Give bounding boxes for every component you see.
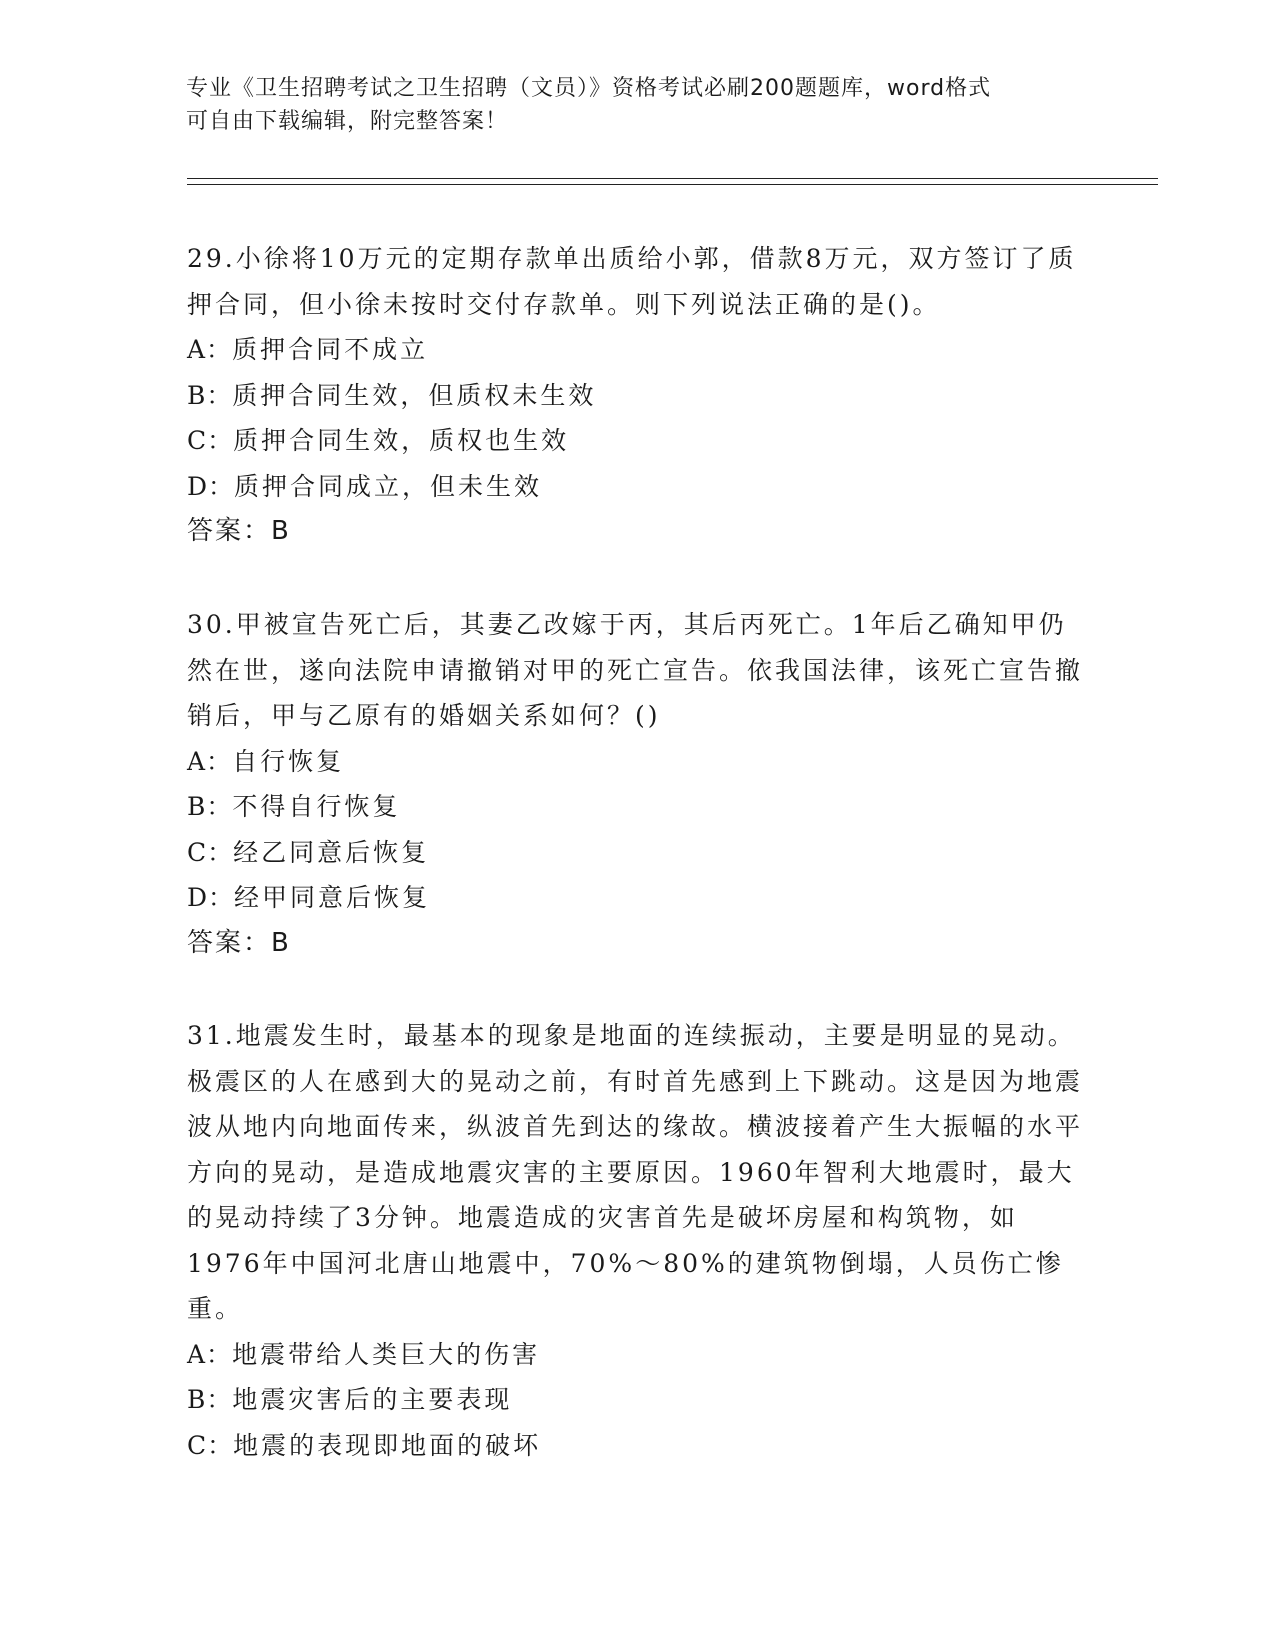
answer-line: 答案：B: [187, 516, 291, 546]
option-a: [187, 1332, 1087, 1378]
option-c: [187, 418, 1087, 464]
question-stem: 30.甲被宣告死亡后，其妻乙改嫁于丙，其后丙死亡。1年后乙确知甲仍然在世，遂向法院申请撤销对甲的死亡宣告。依我国法律，该死亡宣告撤销后，甲与乙原有的婚姻关系如何？(): [187, 610, 1084, 730]
option-a: [187, 327, 1087, 373]
option-key: B：: [187, 1385, 233, 1414]
option-text: 质押合同生效，质权也生效: [233, 426, 570, 455]
option-key: D：: [187, 471, 235, 501]
option-d: [187, 464, 1087, 510]
option-key: C：: [187, 426, 234, 455]
option-b: [187, 1377, 1087, 1423]
option-b: [187, 373, 1087, 419]
question-stem: 29.小徐将10万元的定期存款单出质给小郭，借款8万元，双方签订了质押合同，但小徐未按时交付存款单。则下列说法正确的是()。: [187, 244, 1077, 319]
option-key: B：: [187, 792, 233, 821]
question-stem: 31.地震发生时，最基本的现象是地面的连续振动，主要是明显的晃动。极震区的人在感到大的晃动之前，有时首先感到上下跳动。这是因为地震波从地内向地面传来，纵波首先到达的缘故。横波接着产生大振幅的水平方向的晃动，是造成地震灾害的主要原因。1960年智利大地震时，最大的晃动持续了3分钟。地震造成的灾害首先是破坏房屋和构筑物，如1976年中国河北唐山地震中，70%～80%的建筑物倒塌，人员伤亡惨重。: [187, 1021, 1084, 1323]
question-31: [187, 1013, 1087, 1468]
option-key: C：: [187, 1430, 234, 1460]
option-d: [187, 875, 1087, 921]
option-text: 质押合同不成立: [232, 335, 429, 364]
document-header: [186, 72, 1066, 138]
option-text: 经甲同意后恢复: [234, 883, 431, 912]
option-c: [187, 830, 1087, 876]
option-text: 地震带给人类巨大的伤害: [232, 1339, 541, 1369]
option-c: [187, 1423, 1087, 1469]
answer-line: 答案：B: [187, 927, 291, 958]
option-text: 质押合同生效，但质权未生效: [232, 380, 597, 410]
option-text: 经乙同意后恢复: [233, 837, 430, 867]
question-30: [187, 602, 1087, 966]
option-key: A：: [187, 746, 233, 776]
option-text: 质押合同成立，但未生效: [234, 471, 543, 501]
option-text: 地震灾害后的主要表现: [232, 1385, 513, 1414]
option-key: C：: [187, 837, 234, 867]
header-divider-bottom: [187, 184, 1158, 185]
option-text: 自行恢复: [232, 746, 345, 776]
option-a: [187, 739, 1087, 785]
option-text: 地震的表现即地面的破坏: [233, 1430, 542, 1460]
header-line-1: 专业《卫生招聘考试之卫生招聘（文员）》资格考试必刷200题题库，word格式: [186, 76, 992, 101]
header-line-2: 可自由下载编辑，附完整答案！: [186, 109, 509, 134]
option-b: [187, 784, 1087, 830]
option-key: B：: [187, 380, 233, 410]
option-key: A：: [187, 1339, 233, 1369]
option-key: D：: [187, 883, 235, 912]
header-divider-top: [187, 178, 1158, 179]
option-text: 不得自行恢复: [232, 792, 401, 821]
question-29: [187, 236, 1087, 555]
option-key: A：: [187, 335, 233, 364]
